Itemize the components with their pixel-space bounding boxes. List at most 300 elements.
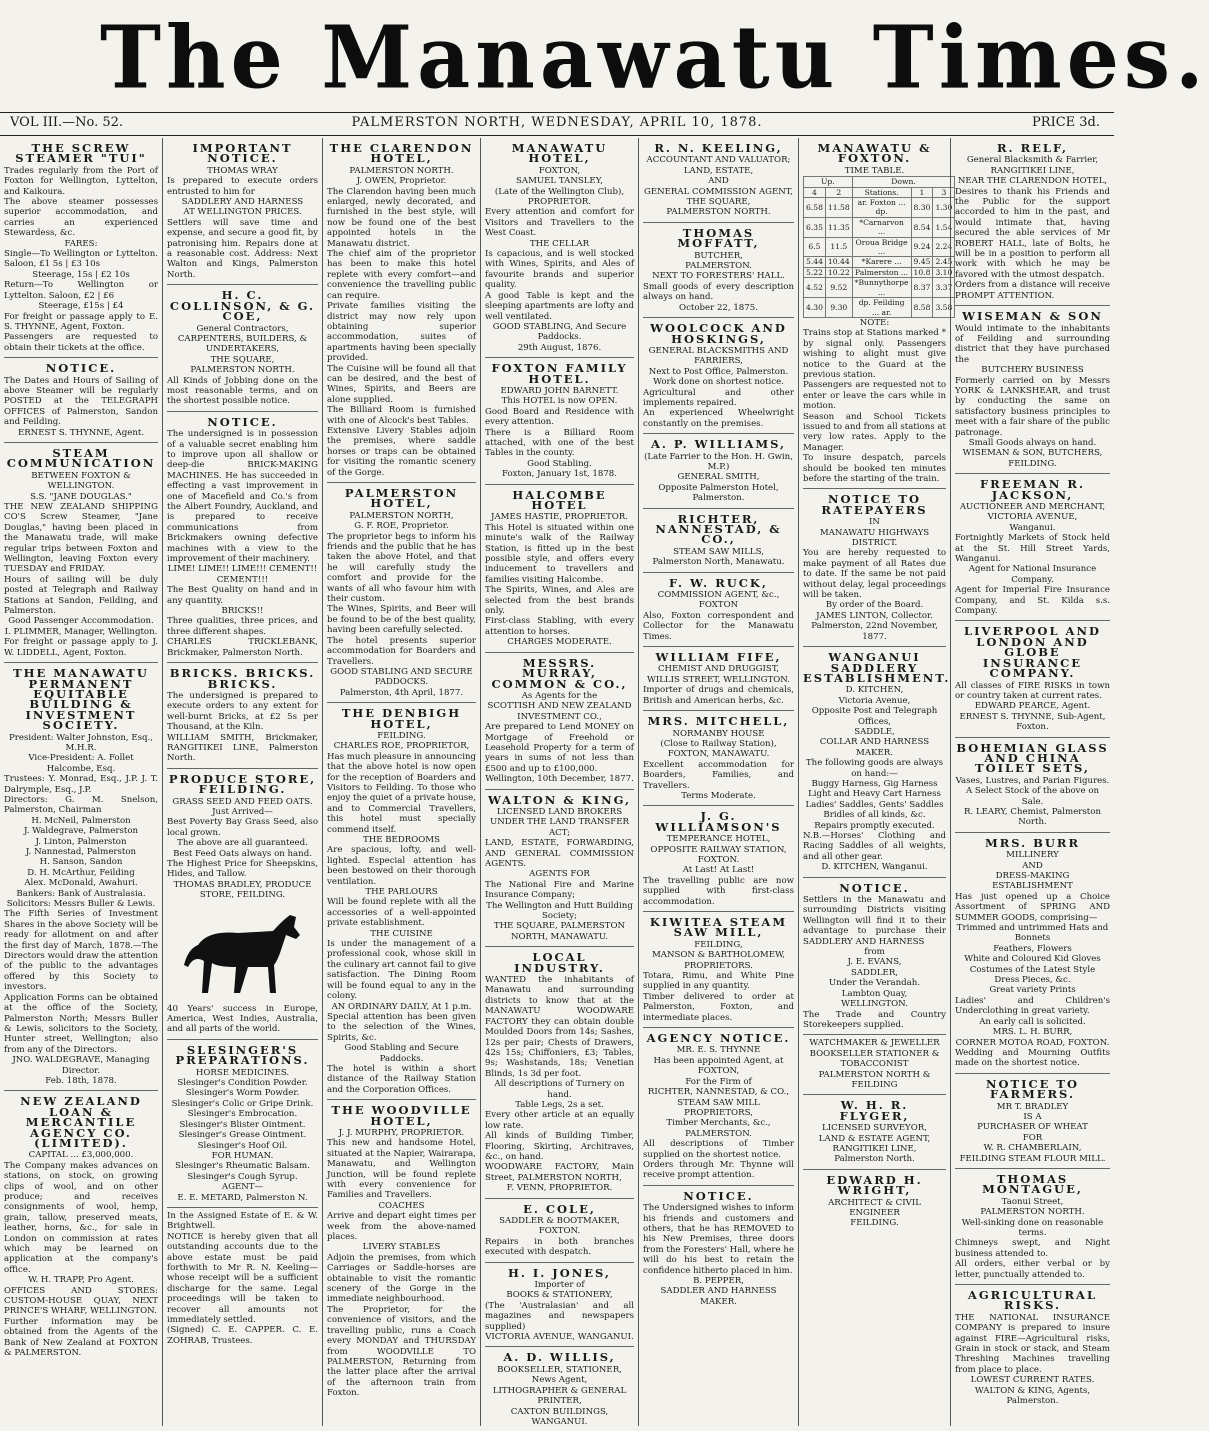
timetable-cell: *Karere ...	[852, 257, 911, 267]
volume-number: VOL III.—No. 52.	[10, 115, 124, 130]
advertisement-text: Importer of drugs and chemicals, British and American herbs, &c.	[643, 685, 794, 706]
timetable-cell: 9.30	[825, 298, 852, 318]
advertisement	[643, 647, 794, 711]
advertisement-heading: RICHTER, NANNESTAD, & CO.,	[655, 511, 782, 547]
advertisement-text: OPPOSITE RAILWAY STATION,	[650, 844, 787, 855]
advertisement-heading: NOTICE TO FARMERS.	[986, 1076, 1079, 1102]
advertisement-text: Directors: G. M. Snelson, Palmerston, Chairman	[4, 794, 158, 816]
advertisement-text: Small Goods always on hand.	[968, 437, 1097, 448]
advertisement-text: CHARLES ROE, PROPRIETOR,	[333, 741, 470, 752]
advertisement-text: N.B.—Horses' Clothing and Racing Saddles of all weights, and all other gear.	[803, 831, 946, 862]
advertisement-text: The Spirits, Wines, and Ales are selected from the best brands only.	[485, 585, 634, 617]
advertisement-text: NEAR THE CLARENDON HOTEL,	[957, 176, 1108, 187]
advertisement-text: (Late of the Wellington Club),	[494, 186, 625, 197]
timetable-cell: 4.30	[804, 298, 826, 318]
advertisement-text: PALMERSTON NORTH.	[980, 1207, 1085, 1218]
advertisement	[643, 912, 794, 1028]
advertisement-text: Taonui Street,	[1001, 1196, 1064, 1207]
advertisement-text: CAXTON BUILDINGS, WANGANUI.	[510, 1406, 609, 1427]
timetable-cell: 3.37	[933, 278, 955, 298]
advertisement-text: The Highest Price for Sheepskins, Hides, and Tallow.	[167, 859, 318, 880]
advertisement-text: J. Nannestad, Palmerston	[25, 847, 137, 857]
advertisement-text: Arrive and depart eight times per week from the above-named places.	[327, 1211, 476, 1243]
timetable-cell: *Carnarvon ...	[852, 217, 911, 237]
advertisement-text: For freight or passage apply to J. W. LIDDELL, Agent, Foxton.	[4, 637, 158, 658]
advertisement-text: An experienced Wheelwright constantly on the premises.	[643, 408, 794, 429]
advertisement-text: Table Legs, 2s a set.	[515, 1099, 604, 1110]
advertisement-heading: HALCOMBE HOTEL	[512, 487, 607, 512]
advertisement-text: To insure despatch, parcels should be booked ten minutes before the starting of the train.	[803, 453, 946, 484]
advertisement-text: AGENTS FOR	[529, 869, 590, 880]
advertisement	[803, 138, 953, 489]
advertisement-text: Every attention and comfort for Visitors and Travellers to the West Coast.	[485, 207, 634, 239]
advertisement-text: FARES:	[64, 238, 98, 249]
advertisement	[643, 1186, 794, 1311]
advertisement-text: All Kinds of Jobbing done on the most reasonable terms, and on the shortest possible notice.	[167, 375, 318, 407]
advertisement-text: FOXTON	[698, 600, 739, 611]
advertisement	[955, 833, 1110, 1074]
advertisement-text: Good Passenger Accommodation.	[8, 616, 154, 627]
advertisement-text: Timber delivered to order at Palmerston, Foxton, and intermediate places.	[643, 991, 794, 1023]
advertisement-text: General Contractors,	[196, 323, 289, 334]
advertisement-heading: H. I. JONES,	[508, 1265, 611, 1280]
advertisement-text: By order of the Board.	[825, 600, 924, 611]
railway-timetable	[803, 176, 955, 318]
advertisement-text: The Dates and Hours of Sailing of above Steamer will be regularly POSTED at the TELEGRAPH OFFICES of Palmerston, Sandon and Feilding.	[4, 375, 158, 428]
advertisement-text: At Last! At Last!	[682, 865, 755, 876]
advertisement-text: WOODWARE FACTORY, Main Street, PALMERSTON NORTH,	[485, 1162, 634, 1183]
advertisement	[643, 318, 794, 434]
advertisement-heading: E. COLE,	[523, 1201, 596, 1216]
timetable-cell: 6.5	[804, 237, 826, 257]
advertisement-text: PURCHASER OF WHEAT	[977, 1122, 1088, 1133]
timetable-cell: 10.22	[825, 267, 852, 277]
advertisement-text: WILLIAM SMITH, Brickmaker, RANGITIKEI LINE, Palmerston North.	[167, 732, 318, 764]
advertisement	[327, 138, 476, 483]
advertisement-text: Would intimate to the inhabitants of Feilding and surrounding district that they have purchased the	[955, 323, 1110, 365]
timetable-cell: 3.10	[933, 267, 955, 277]
advertisement-text: (Close to Railway Station),	[660, 738, 777, 749]
advertisement-heading: LOCAL INDUSTRY.	[514, 950, 605, 975]
timetable-cell: 11.58	[825, 198, 852, 218]
timetable-note-label: NOTE:	[859, 317, 890, 328]
advertisement-text: Palmerston, 4th April, 1877.	[339, 687, 464, 698]
advertisement-text: The proprietor begs to inform his friends and the public that he has taken the above Hotel, and that he will carefully study the comfort and provide for the wants of all who favour him with their custom.	[327, 531, 476, 605]
advertisement-text: GENERAL SMITH,	[677, 472, 760, 483]
advertisement-text: AN ORDINARY DAILY, At 1 p.m.	[331, 1001, 472, 1012]
timetable-cell: 9.45	[911, 257, 933, 267]
dateline	[0, 112, 1114, 136]
advertisement-text: Palmerston.	[692, 493, 745, 504]
advertisement-text: Costumes of the Latest Style	[969, 964, 1096, 975]
advertisement-text: Good Board and Residence with every attention.	[485, 406, 634, 428]
advertisement-text: VICTORIA AVENUE,	[987, 512, 1078, 523]
advertisement-text: RANGITIKEI LINE,	[832, 1143, 917, 1154]
advertisement-text: Solicitors: Messrs Buller & Lewis.	[6, 899, 156, 910]
advertisement-text: Palmerston, 22nd November, 1877.	[811, 621, 938, 642]
advertisement-text: AT WELLINGTON PRICES.	[183, 207, 302, 218]
advertisement	[167, 663, 318, 769]
advertisement-text: FOXTON,	[697, 1066, 740, 1077]
advertisement-text: Slesinger's Rheumatic Balsam.	[175, 1161, 310, 1172]
advertisement-text: ACCOUNTANT AND VALUATOR;	[646, 155, 791, 166]
advertisement-heading: WOOLCOCK AND HOSKINGS,	[650, 321, 787, 346]
advertisement-text: Great variety Prints	[989, 985, 1076, 996]
advertisement-text: SADDLER AND HARNESS MAKER.	[660, 1286, 777, 1307]
timetable-cell: 10.44	[825, 257, 852, 267]
timetable-cell: 8.37	[911, 278, 933, 298]
advertisement	[955, 474, 1110, 621]
timetable-cell: 8.54	[911, 217, 933, 237]
advertisement-text: TIME TABLE.	[844, 165, 905, 176]
advertisement-text: Opposite Post and Telegraph Offices,	[811, 706, 938, 727]
advertisement-text: 40 Years' success in Europe, America, West Indies, Australia, and all parts of the world.	[167, 1003, 318, 1035]
advertisement-text: 29th August, 1876.	[517, 342, 602, 353]
advertisement-text: The Proprietor, for the convenience of visitors, and the travelling public, runs a Coach every MONDAY and THURSDAY from WOODVILLE TO PALMERSTON, Returning from the latter place after the arrival of the afternoon train from Foxton.	[327, 1304, 476, 1399]
advertisement-heading: THE WOODVILLE HOTEL,	[331, 1103, 472, 1128]
advertisement-heading: BOHEMIAN GLASS AND CHINA TOILET SETS,	[956, 740, 1109, 776]
advertisement-text: IN	[869, 517, 880, 528]
timetable-cell: 8.30	[911, 198, 933, 218]
column-1	[0, 138, 162, 1426]
advertisement-text: RICHTER, NANNESTAD, & CO.,	[647, 1087, 790, 1098]
advertisement-heading: WILLIAM FIFE,	[655, 650, 782, 665]
advertisement	[167, 769, 318, 1040]
advertisement-text: Slesinger's Hoof Oil.	[197, 1140, 288, 1151]
advertisement-text: Is capacious, and is well stocked with Wines, Spirits, and Ales of favourite brands and superior quality.	[485, 249, 634, 291]
advertisement-text: IS A	[1023, 1111, 1042, 1122]
advertisement-text: THOMAS BRADLEY, PRODUCE STORE, FEILDING.	[173, 879, 312, 901]
advertisement	[485, 1199, 634, 1263]
advertisement-heading: NEW ZEALAND LOAN & MERCANTILE AGENCY CO. (LIMITED).	[20, 1094, 142, 1150]
newspaper-title: The Manawatu Times.	[100, 7, 1209, 109]
advertisement-text: Also, Foxton correspondent and Collector for the Manawatu Times.	[643, 610, 794, 642]
advertisement-text: J. E. EVANS,	[847, 957, 902, 968]
advertisement-text: The travelling public are now supplied with first-class accommodation.	[643, 875, 794, 907]
advertisement-text: LAND, ESTATE,	[683, 165, 754, 176]
advertisement-heading: AGRICULTURAL RISKS.	[967, 1288, 1098, 1313]
advertisement-text: Slesinger's Cough Syrup.	[187, 1171, 298, 1182]
advertisement-text: Work done on shortest notice.	[653, 377, 784, 388]
advertisement-text: BOOKSELLER STATIONER & TOBACCONIST	[809, 1048, 940, 1070]
advertisement-text: W. R. CHAMBERLAIN,	[983, 1143, 1082, 1154]
advertisement-text: MILLINERY	[1006, 850, 1059, 861]
advertisement-text: ERNEST S. THYNNE, Sub-Agent, Foxton.	[959, 711, 1106, 733]
advertisement	[955, 138, 1110, 306]
advertisement-text: CARPENTERS, BUILDERS, & UNDERTAKERS,	[177, 333, 308, 355]
advertisement	[167, 1208, 318, 1350]
advertisement-text: WISEMAN & SON, BUTCHERS, FEILDING.	[962, 448, 1103, 469]
advertisement-text: Under the Verandah.	[828, 978, 921, 989]
advertisement-text: Has just opened up a Choice Assortment of SPRING AND SUMMER GOODS, comprising—	[955, 891, 1110, 923]
advertisement-text: Trades regularly from the Port of Foxton for Wellington, Lyttelton, and Kaikoura.	[4, 165, 158, 197]
advertisement-text: The hotel is within a short distance of the Railway Station and the Corporation Offices.	[327, 1063, 476, 1095]
timetable-cell: 2.45	[933, 257, 955, 267]
advertisement-heading: NOTICE TO RATEPAYERS	[821, 492, 928, 517]
advertisement-text: D. KITCHEN, Wanganui.	[821, 862, 928, 873]
advertisement-text: Passengers are requested not to enter or leave the cars while in motion.	[803, 380, 946, 412]
advertisement-text: THE PARLOURS	[365, 887, 438, 898]
advertisement	[955, 621, 1110, 737]
advertisement-text: AGENT—	[221, 1182, 264, 1193]
advertisement-text: MANSON & BARTHOLOMEW,	[651, 950, 786, 961]
advertisement-text: S.S. "JANE DOUGLAS."	[30, 491, 132, 502]
advertisement-text: H. Sanson, Sandon	[39, 857, 123, 868]
advertisement-text: H. McNeil, Palmerston	[31, 815, 131, 826]
advertisement-text: The Wellington and Hutt Building Society;	[486, 900, 633, 922]
advertisement-text: The undersigned is in possession of a valuable secret enabling him to improve upon all shallow or deep-die BRICK-MAKING MACHINES. He has succeeded in effecting a vast improvement in one of Macefield and Co.'s from the Albert Foundry, Auckland, and is prepared to receive communications from Brickmakers owning defective machines with a view to the improvement of their machinery.	[167, 429, 318, 565]
advertisement-text: This new and handsome Hotel, situated at the Napier, Wairarapa, Manawatu, and Wellington Junction, will be found replete with every convenience for Families and Travellers.	[327, 1138, 476, 1201]
advertisement-heading: EDWARD H. WRIGHT,	[826, 1172, 923, 1198]
advertisement-text: NOTICE is hereby given that all outstanding accounts due to the above estate must be paid forthwith to Mr R. N. Keeling—whose receipt will be a sufficient discharge for the same. Legal proceedings will be taken to recover all amounts not immediately settled.	[167, 1231, 318, 1325]
advertisement-text: VICTORIA AVENUE, WANGANUI.	[485, 1332, 634, 1343]
advertisement-text: JNO. WALDEGRAVE, Managing Director.	[12, 1055, 150, 1076]
advertisement-text: AND	[708, 176, 729, 187]
advertisement-text: This Hotel is situated within one minute's walk of the Railway Station, is fitted up in the best possible style, and offers every inducement to travellers and families visiting Halcombe.	[485, 522, 634, 585]
advertisement-text: PALMERSTON NORTH.	[666, 207, 771, 218]
advertisement-text: Private families visiting the district may now rely upon obtaining superior accommodation, suites of apartments having been specially provided.	[327, 301, 476, 364]
advertisement-text: SADDLER,	[850, 967, 899, 978]
advertisement-text: BRICKS!!	[221, 606, 264, 617]
advertisement	[803, 878, 946, 1036]
advertisement-text: CORNER MOTOA ROAD, FOXTON.	[955, 1037, 1110, 1048]
advertisement-text: WATCHMAKER & JEWELLER	[809, 1038, 940, 1049]
advertisement-text: The Fifth Series of Investment Shares in the above Society will be ready for allotment on and after the first day of March, 1878.—The Directors would draw the attention of the public to the advantages offered by this Society to investors.	[4, 909, 158, 993]
advertisement-text: OFFICES AND STORES: CUSTOM-HOUSE QUAY, NEXT PRINCE'S WHARF, WELLINGTON.	[4, 1285, 158, 1317]
advertisement-heading: THE DENBIGH HOTEL,	[341, 706, 462, 731]
advertisement-text: The Company makes advances on stations, on stock, on growing clips of wool, and on other produce; and receives consignments of wool, hemp, grain, tallow, preserved meats, leather, horns, &c., for sale in London on commission at rates which may be learned on application at the company's office.	[4, 1160, 158, 1275]
advertisement-text: STEAM SAW MILL PROPRIETORS,	[677, 1097, 760, 1118]
advertisement	[803, 489, 946, 647]
masthead	[0, 0, 1209, 110]
advertisement-heading: MRS. MITCHELL,	[647, 714, 790, 729]
advertisement-text: FOR	[1022, 1132, 1043, 1143]
advertisement	[643, 806, 794, 912]
advertisement-text: FOXTON,	[538, 165, 581, 176]
advertisement-text: Dress Pieces, &c.	[994, 975, 1071, 986]
advertisement-text: PALMERSTON NORTH.	[349, 165, 454, 176]
advertisement-heading: PRODUCE STORE, FEILDING.	[168, 771, 317, 797]
advertisement-text: Special attention has been given to the selection of the Wines, Spirits, &c.	[327, 1011, 476, 1043]
advertisement-text: ARCHITECT & CIVIL ENGINEER	[828, 1197, 921, 1218]
timetable-header-cell: 4	[804, 187, 826, 197]
advertisement-text: The above are all guaranteed.	[177, 838, 308, 849]
advertisement-text: A good Table is kept and the sleeping apartments are lofty and well ventilated.	[485, 290, 634, 322]
advertisement-heading: J. G. WILLIAMSON'S	[655, 809, 782, 834]
advertisement-text: Hours of sailing will be duly posted at Telegraph and Railway Stations at Sandon, Feilding, and Palmerston.	[4, 574, 158, 617]
timetable-cell: 10.8	[911, 267, 933, 277]
advertisement-text: The Undersigned wishes to inform his friends and customers and others, that he has REMOVED to his New Premises, three doors from the Foresters' Hall, where he will do his best to retain the confidence hitherto placed in him.	[643, 1203, 794, 1276]
timetable-row	[804, 267, 955, 277]
advertisement-text: Orders through Mr. Thynne will receive prompt attention.	[643, 1159, 794, 1181]
timetable-cell: 4.52	[804, 278, 826, 298]
advertisement-text: AUCTIONEER AND MERCHANT,	[959, 502, 1106, 512]
advertisement-text: THE SQUARE,	[686, 197, 751, 208]
advertisement	[485, 947, 634, 1198]
timetable-row	[804, 278, 955, 298]
timetable-cell: 5.22	[804, 267, 826, 277]
advertisement-text: J. OWEN, Proprietor.	[356, 176, 447, 187]
advertisement-text: THE BEDROOMS	[363, 835, 440, 845]
advertisement-text: Feb. 18th, 1878.	[45, 1075, 117, 1086]
advertisement-text: PALMERSTON NORTH.	[190, 365, 295, 376]
advertisement-text: Foxton, January 1st, 1878.	[502, 469, 617, 480]
advertisement	[327, 1100, 476, 1402]
advertisement-text: J. J. MURPHY, PROPRIETOR.	[338, 1127, 465, 1138]
horse-illustration	[178, 905, 308, 1000]
advertisement-text: J. Waldegrave, Palmerston	[23, 826, 139, 837]
advertisement-text: Excellent accommodation for Boarders, Families, and Travellers.	[643, 759, 794, 791]
advertisement-heading: WISEMAN & SON	[962, 309, 1103, 324]
advertisement-text: October 22, 1875.	[679, 302, 758, 313]
advertisement-text: Three qualities, three prices, and three different shapes.	[167, 616, 318, 637]
timetable-cell: Palmerston ...	[852, 267, 911, 277]
advertisement-text: FOXTON, MANAWATU.	[667, 749, 770, 760]
advertisement-text: First-class Stabling, with every attention to horses.	[485, 616, 634, 637]
advertisement-text: Is under the management of a professional cook, whose skill in the culinary art cannot fail to give satisfaction. The Dining Room will be found equal to any in the colony.	[327, 939, 476, 1002]
advertisement	[803, 1035, 946, 1095]
advertisement-text: Has been appointed Agent, at	[653, 1055, 784, 1066]
advertisement-text: There is a Billiard Room attached, with one of the best Tables in the county.	[485, 427, 634, 459]
advertisement-heading: BRICKS. BRICKS. BRICKS.	[169, 666, 316, 691]
advertisement-heading: NOTICE.	[45, 361, 117, 376]
advertisement	[955, 1169, 1110, 1285]
advertisement-text: All classes of FIRE RISKS in town or country taken at current rates.	[955, 680, 1110, 701]
advertisement-text: GOOD STABLING, And Secure Paddocks.	[492, 321, 627, 343]
timetable-cell: dp. Feilding ... ar.	[852, 298, 911, 318]
advertisement-text: AND	[1022, 860, 1043, 871]
advertisement	[167, 1040, 318, 1208]
advertisement-text: Wedding and Mourning Outfits made on the shortest notice.	[955, 1047, 1110, 1069]
column-3	[322, 138, 480, 1426]
advertisement-text: Trustees: Y. Monrad, Esq., J.P. J. T. Dalrymple, Esq., J.P.	[4, 774, 158, 795]
advertisement-heading: A. D. WILLIS,	[503, 1350, 616, 1365]
advertisement-text: SADDLERY AND HARNESS	[181, 197, 304, 208]
advertisement-heading: THE MANAWATU PERMANENT EQUITABLE BUILDING & INVESTMENT SOCIETY.	[13, 666, 149, 733]
advertisement	[485, 485, 634, 653]
advertisement-text: Good Stabling and Secure Paddocks.	[344, 1043, 459, 1064]
advertisement-text: CHARGES MODERATE.	[507, 637, 612, 648]
advertisement-text: PROPRIETORS.	[684, 960, 753, 971]
advertisement-heading: SLESINGER'S PREPARATIONS.	[175, 1042, 310, 1068]
advertisement-text: Application Forms can be obtained at the office of the Society, Palmerston North; Messrs Buller & Lewis, solicitors to the Society, Hunter street, Wellington; also from any of the Directors.	[4, 992, 158, 1055]
advertisement-heading: THOMAS MONTAGUE,	[982, 1171, 1083, 1197]
advertisement-text: FOR HUMAN.	[211, 1150, 274, 1161]
advertisement-text: The Cuisine will be found all that can be desired, and the best of Wines, Spirits, and Beers are alone supplied.	[327, 363, 476, 405]
timetable-row	[804, 217, 955, 237]
advertisement-text: (Signed) C. E. CAPPER. C. E. ZOHRAB, Trustees.	[167, 1325, 318, 1346]
advertisement-text: For the Firm of	[685, 1076, 752, 1087]
advertisement-text: SAMUEL TANSLEY,	[516, 176, 603, 187]
advertisement-text: CHARLES TRICKLEBANK, Brickmaker, Palmerston North.	[167, 637, 318, 658]
advertisement	[643, 223, 794, 318]
advertisement-text: W. H. TRAPP, Pro Agent.	[28, 1275, 134, 1286]
advertisement-text: The National Fire and Marine Insurance Company;	[485, 879, 634, 901]
advertisement-text: As Agents for the	[521, 690, 598, 701]
advertisement-text: I. PLIMMER, Manager, Wellington.	[4, 626, 158, 637]
advertisement	[167, 285, 318, 411]
advertisement-heading: NOTICE.	[683, 1188, 754, 1203]
advertisement-heading: MRS. BURR	[984, 835, 1081, 850]
advertisement-text: GENERAL BLACKSMITHS AND FARRIERS,	[648, 345, 789, 367]
advertisement-text: Trains stop at Stations marked * by signal only. Passengers wishing to alight must give notice to the Guard at the previous station.	[803, 328, 946, 380]
advertisement-text: Chimneys swept, and Night business attended to.	[955, 1238, 1110, 1259]
advertisement	[485, 653, 634, 790]
advertisement-text: THE CELLAR	[529, 238, 590, 249]
advertisement	[955, 738, 1110, 833]
advertisement-text: LAND & ESTATE AGENT,	[818, 1133, 931, 1144]
advertisement	[803, 647, 951, 878]
advertisement-text: THE NEW ZEALAND SHIPPING CO'S Screw Steamer, "Jane Douglas," having been placed in the Manawatu trade, will make regular trips between Foxton and Wellington, leaving Foxton every TUESDAY and FRIDAY.	[4, 502, 158, 575]
advertisement-text: COLLAR AND HARNESS MAKER.	[819, 737, 930, 758]
timetable-cell: 2.24	[933, 237, 955, 257]
advertisement-text: BUTCHERY BUSINESS	[981, 365, 1084, 376]
timetable-cell: 8.58	[911, 298, 933, 318]
advertisement-text: The chief aim of the proprietor has been to make this hotel replete with every comfort—and convenience the travelling public can require.	[327, 249, 476, 301]
advertisement-heading: THOMAS MOFFATT,	[677, 225, 760, 251]
timetable-cell: 9.24	[911, 237, 933, 257]
column-4	[480, 138, 638, 1426]
advertisement	[4, 443, 158, 663]
advertisement-text: Victoria Avenue,	[838, 695, 911, 706]
advertisement-text: You are hereby requested to make payment of all Rates due to date. If the same be not paid without delay, legal proceedings will be taken.	[803, 548, 946, 601]
advertisement-text: NEXT TO FORESTERS' HALL.	[652, 271, 785, 282]
advertisement-text: Palmerston North, Manawatu.	[652, 557, 785, 568]
advertisement-text: CHEMIST AND DRUGGIST,	[657, 664, 780, 675]
advertisement-text: All kinds of Building Timber, Flooring, Skirting, Architraves, &c., on hand.	[485, 1131, 634, 1162]
advertisement-text: Opposite Palmerston Hotel,	[658, 482, 779, 493]
advertisement-text: Steerage, 15s | £2 10s	[32, 269, 130, 280]
advertisement-text: Passengers are requested to obtain their tickets at the office.	[4, 332, 158, 353]
advertisement-text: FEILDING,	[694, 939, 743, 950]
advertisement-heading: LIVERPOOL AND LONDON AND GLOBE INSURANCE COMPANY.	[964, 624, 1101, 681]
advertisement-text: Season and School Tickets issued to and from all stations at very low rates. Apply to the Manager.	[803, 411, 946, 453]
advertisement-text: Light and Heavy Cart Harness	[808, 789, 941, 800]
advertisement-text: LOWEST CURRENT RATES.	[970, 1375, 1095, 1386]
advertisement-text: MR T. BRADLEY	[996, 1101, 1069, 1112]
advertisement-text: PALMERSTON NORTH,	[349, 510, 454, 521]
advertisement-text: GENERAL COMMISSION AGENT,	[643, 186, 794, 197]
advertisement-text: BUTCHER,	[694, 250, 743, 261]
advertisement-heading: STEAM COMMUNICATION	[6, 445, 156, 471]
advertisement-text: R. LEARY, Chemist, Palmerston North.	[964, 806, 1101, 828]
advertisement-text: Best Feed Oats always on hand.	[173, 848, 312, 859]
timetable-cell: Oroua Bridge ...	[852, 237, 911, 257]
advertisement-text: Repairs in both branches executed with despatch.	[485, 1236, 634, 1258]
timetable-cell: 6.35	[804, 217, 826, 237]
advertisement-text: Are prepared to Lend MONEY on Mortgage of Freehold or Leasehold Property for a term of years in sums of not less than £500 and up to £100,000.	[485, 722, 634, 774]
advertisement-text: Slesinger's Grease Ointment.	[178, 1130, 307, 1141]
advertisement-text: STEAM SAW MILLS,	[673, 546, 764, 557]
advertisement-text: Just Arrived—	[212, 806, 273, 817]
timetable-cell: 9.52	[825, 278, 852, 298]
advertisement-text: Repairs promptly executed.	[814, 820, 935, 831]
advertisement-text: All orders, either verbal or by letter, punctually attended to.	[955, 1259, 1110, 1280]
advertisement-heading: MANAWATU & FOXTON.	[817, 141, 932, 166]
advertisement	[643, 711, 794, 806]
advertisement-text: Buggy Harness, Gig Harness	[811, 778, 938, 789]
advertisement-text: The hotel presents superior accommodation for Boarders and Travellers.	[327, 635, 476, 667]
price: PRICE 3d.	[1032, 115, 1100, 130]
timetable-cell: 1.30	[933, 198, 955, 218]
timetable-row	[804, 198, 955, 218]
advertisement-text: PALMERSTON.	[685, 1128, 752, 1139]
advertisement-text: Ladies' Saddles, Gents' Saddles	[805, 799, 944, 810]
advertisement-text: Slesinger's Colic or Gripe Drink.	[171, 1098, 314, 1109]
advertisement-text: CAPITAL ... £3,000,000.	[28, 1150, 134, 1161]
advertisement-columns	[0, 138, 1114, 1426]
advertisement-text: UNDER THE LAND TRANSFER ACT;	[490, 817, 629, 838]
